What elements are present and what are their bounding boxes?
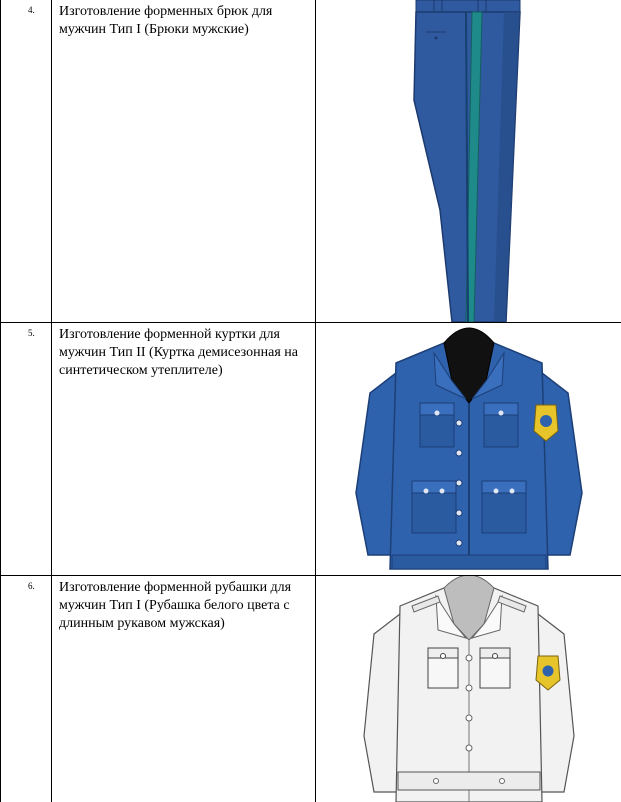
table-row — [1, 323, 621, 576]
trousers-illustration — [316, 0, 621, 323]
row-number: 4. — [1, 0, 52, 323]
table-row — [1, 576, 621, 802]
row-description: Изготовление форменных брюк для мужчин Тип I (Брюки мужские) — [52, 0, 316, 323]
row-number: 5. — [1, 323, 52, 576]
table-row — [1, 0, 621, 323]
row-number: 6. — [1, 576, 52, 802]
row-description: Изготовление форменной рубашки для мужчин Тип I (Рубашка белого цвета с длинным рукавом мужская) — [52, 576, 316, 802]
jacket-illustration — [316, 323, 621, 576]
shirt-illustration — [316, 576, 621, 802]
row-description: Изготовление форменной куртки для мужчин Тип II (Куртка демисезонная на синтетическом утеплителе) — [52, 323, 316, 576]
